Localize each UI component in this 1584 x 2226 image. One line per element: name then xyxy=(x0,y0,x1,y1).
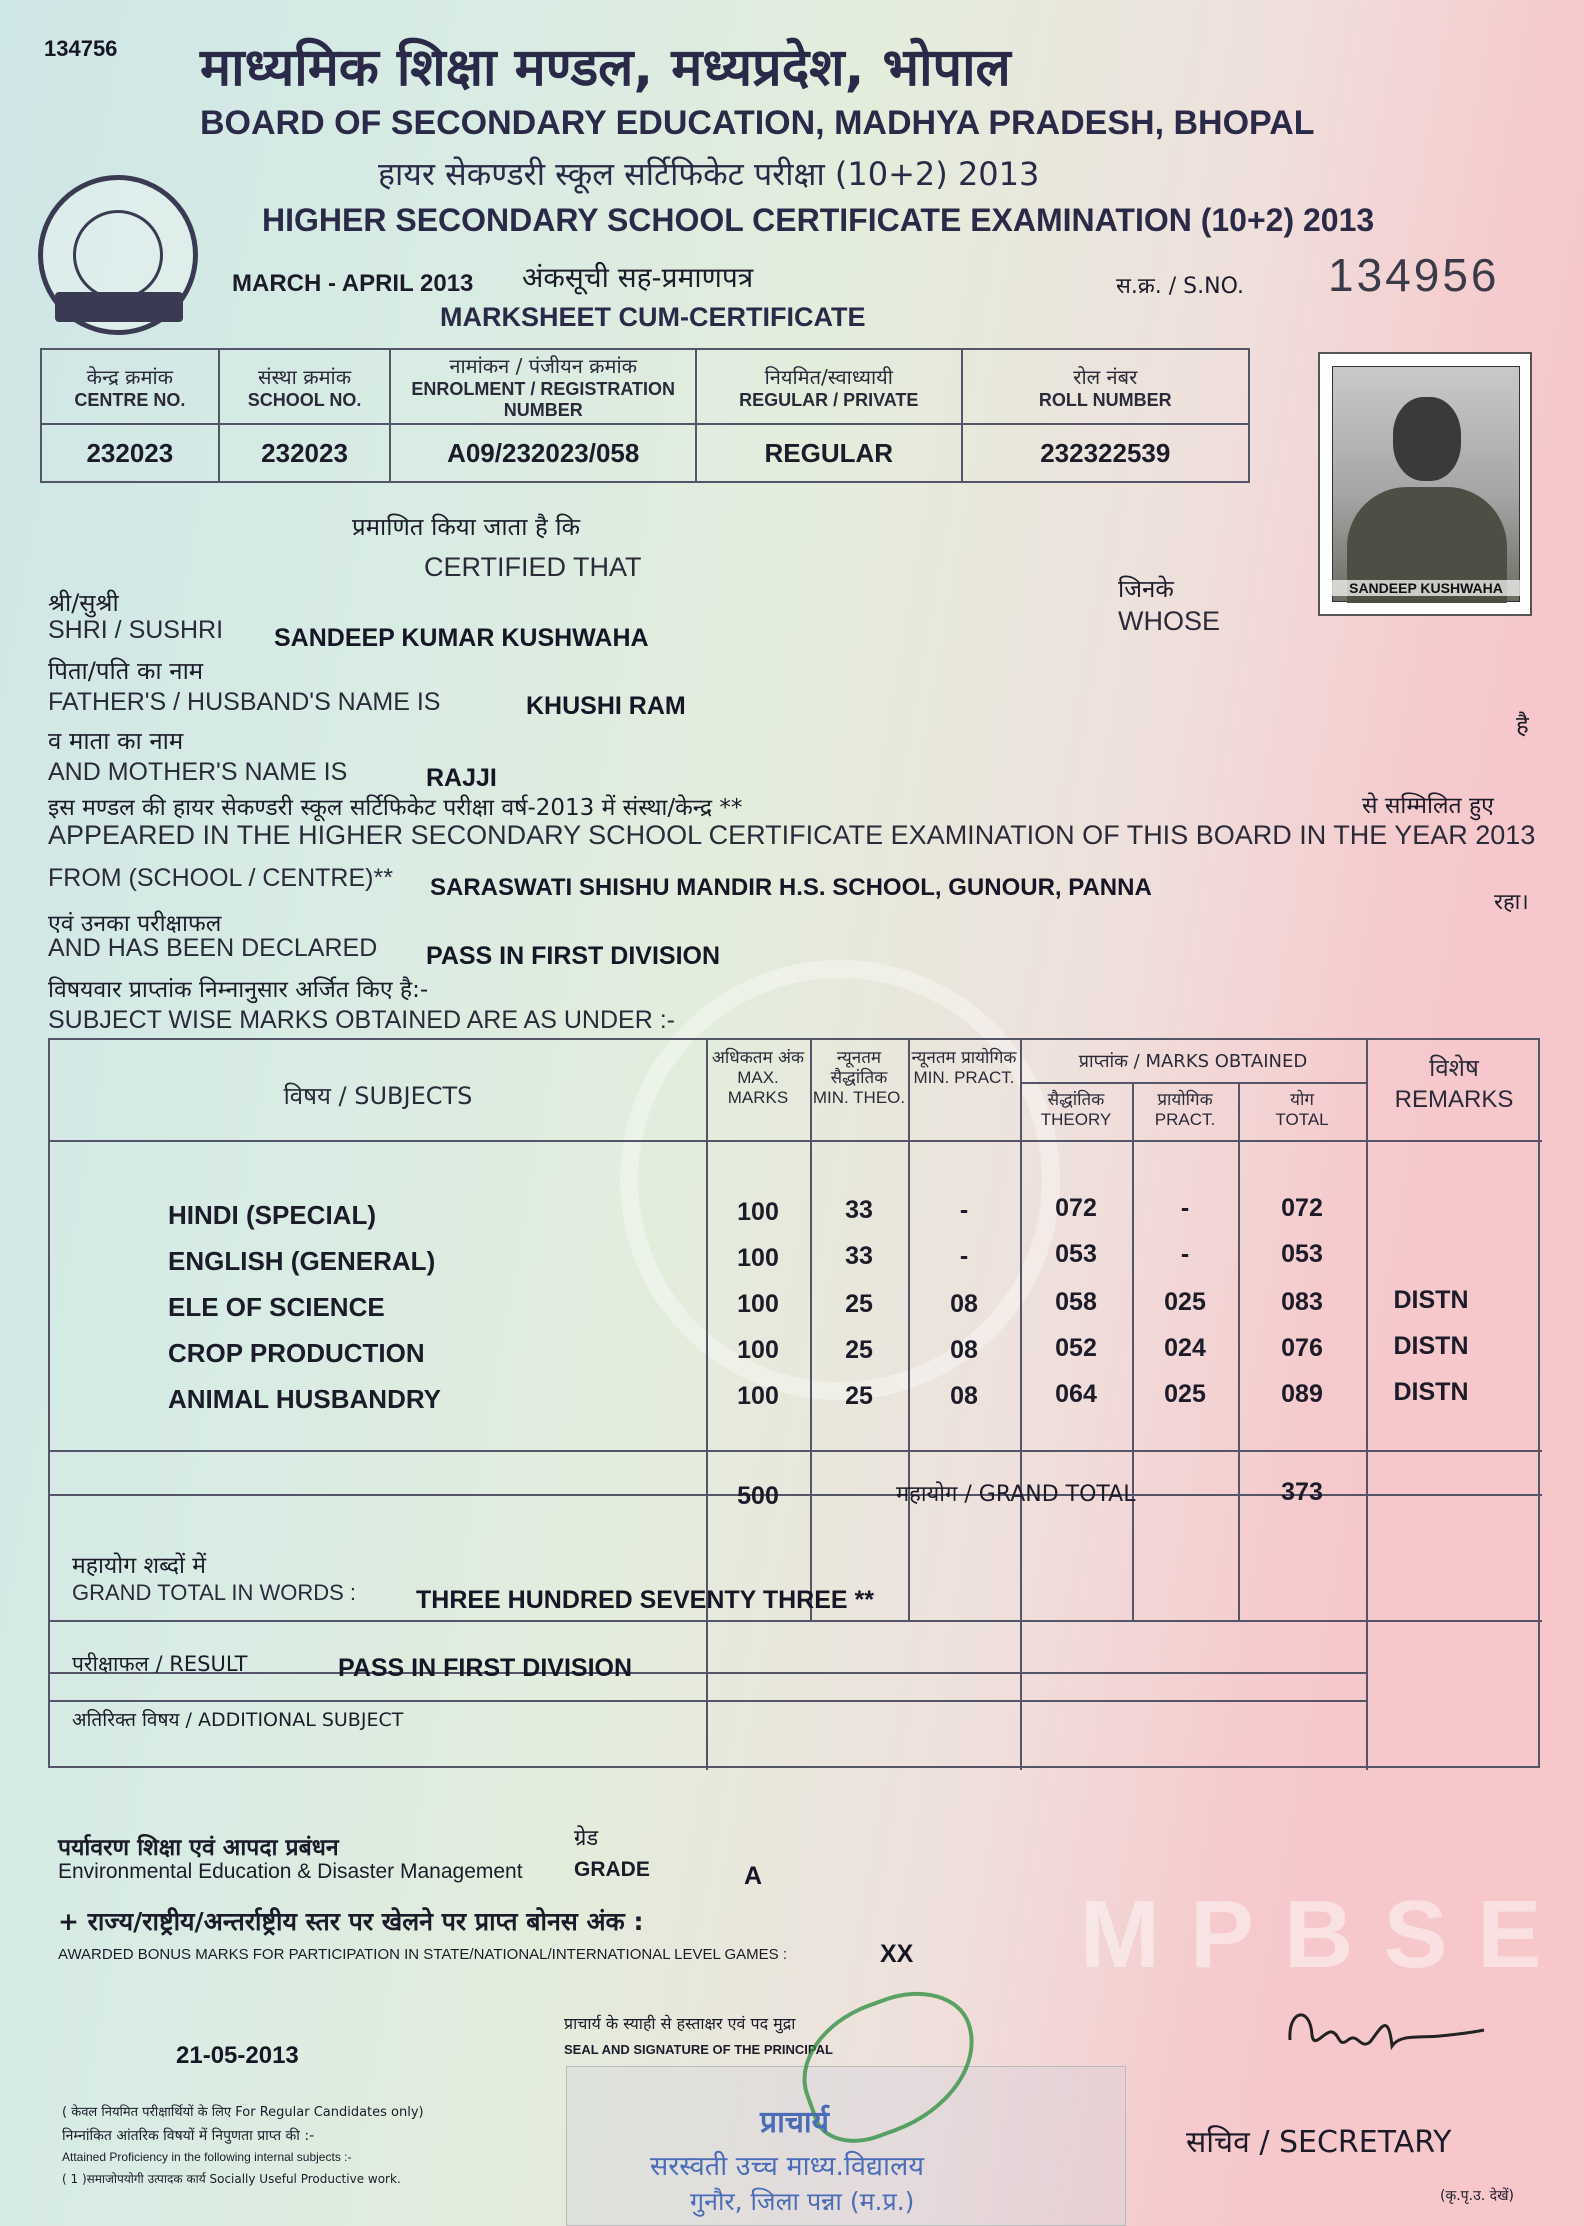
regular-private-header: नियमित/स्वाध्यायी REGULAR / PRIVATE xyxy=(696,349,962,424)
practical-marks: 024 xyxy=(1164,1334,1206,1362)
serial-label: स.क्र. / S.NO. xyxy=(1116,274,1244,299)
min-theory-header: न्यूनतम सैद्धांतिक MIN. THEO. xyxy=(812,1048,906,1107)
subject-name: ELE OF SCIENCE xyxy=(168,1292,385,1322)
min-practical: - xyxy=(959,1242,969,1270)
theory-marks: 072 xyxy=(1055,1194,1097,1222)
practical-header: प्रायोगिक PRACT. xyxy=(1154,1090,1216,1129)
min-theory: 33 xyxy=(845,1242,873,1270)
from-school-label: FROM (SCHOOL / CENTRE)** xyxy=(48,864,393,892)
roll-number-header: रोल नंबर ROLL NUMBER xyxy=(962,349,1249,424)
appeared-hindi-right: से सम्मिलित हुए xyxy=(1362,793,1494,819)
student-photo xyxy=(1318,352,1532,616)
total-marks: 083 xyxy=(1281,1288,1323,1316)
min-theory: 33 xyxy=(845,1196,873,1224)
shri-english: SHRI / SUSHRI xyxy=(48,616,224,644)
bonus-english: AWARDED BONUS MARKS FOR PARTICIPATION IN STATE/NATIONAL/INTERNATIONAL LEVEL GAMES : xyxy=(58,1946,787,1963)
max-marks: 100 xyxy=(737,1290,779,1318)
marks-obtained-header: प्राप्तांक / MARKS OBTAINED xyxy=(1078,1051,1308,1072)
total-marks: 076 xyxy=(1281,1334,1323,1362)
doc-id: 134756 xyxy=(44,36,118,61)
subjects-header: विषय / SUBJECTS xyxy=(283,1082,473,1110)
enrolment-value: A09/232023/058 xyxy=(390,424,696,482)
result-value: PASS IN FIRST DIVISION xyxy=(338,1654,633,1682)
max-marks: 100 xyxy=(737,1336,779,1364)
grand-total-label: महायोग / GRAND TOTAL xyxy=(896,1482,1136,1507)
env-hindi: पर्यावरण शिक्षा एवं आपदा प्रबंधन xyxy=(58,1835,339,1861)
secretary-label: सचिव / SECRETARY xyxy=(1186,2125,1452,2160)
watermark-text: MPBSE xyxy=(1080,1881,1572,1988)
subject-name: ANIMAL HUSBANDRY xyxy=(168,1384,441,1414)
issue-date: 21-05-2013 xyxy=(176,2042,299,2069)
declared-label: AND HAS BEEN DECLARED xyxy=(48,934,378,962)
school-name: SARASWATI SHISHU MANDIR H.S. SCHOOL, GUNOUR, PANNA xyxy=(430,874,1152,901)
remark: DISTN xyxy=(1393,1378,1469,1406)
appeared-english: APPEARED IN THE HIGHER SECONDARY SCHOOL CERTIFICATE EXAMINATION OF THIS BOARD IN THE YEAR 2013 xyxy=(48,820,1536,850)
min-theory: 25 xyxy=(845,1336,873,1364)
mother-hindi: व माता का नाम xyxy=(48,727,184,755)
whose-hindi: जिनके xyxy=(1118,575,1174,603)
photo-caption: SANDEEP KUSHWAHA xyxy=(1332,580,1520,596)
theory-marks: 053 xyxy=(1055,1240,1097,1268)
subject-name: CROP PRODUCTION xyxy=(168,1338,425,1368)
bonus-value: XX xyxy=(880,1940,914,1968)
min-theory: 25 xyxy=(845,1382,873,1410)
appeared-hindi: इस मण्डल की हायर सेकण्डरी स्कूल सर्टिफिकेट परीक्षा वर्ष-2013 में संस्था/केन्द्र ** xyxy=(48,795,743,821)
note-line3: Attained Proficiency in the following internal subjects :- xyxy=(62,2150,352,2164)
min-theory: 25 xyxy=(845,1290,873,1318)
additional-subject-label: अतिरिक्त विषय / ADDITIONAL SUBJECT xyxy=(72,1709,404,1731)
total-marks: 053 xyxy=(1281,1240,1323,1268)
subject-name: HINDI (SPECIAL) xyxy=(168,1200,376,1230)
practical-marks: 025 xyxy=(1164,1380,1206,1408)
pto-note: (कृ.पृ.उ. देखें) xyxy=(1440,2188,1514,2204)
school-no-header: संस्था क्रमांक SCHOOL NO. xyxy=(219,349,391,424)
max-marks: 100 xyxy=(737,1198,779,1226)
subjectwise-hindi: विषयवार प्राप्तांक निम्नानुसार अर्जित किए है:- xyxy=(48,977,429,1003)
max-marks: 100 xyxy=(737,1244,779,1272)
theory-marks: 058 xyxy=(1055,1288,1097,1316)
board-title-english: BOARD OF SECONDARY EDUCATION, MADHYA PRADESH, BHOPAL xyxy=(200,104,1315,142)
regular-value: REGULAR xyxy=(696,424,962,482)
grade-english: GRADE xyxy=(574,1858,650,1881)
result-hindi: एवं उनका परीक्षाफल xyxy=(48,911,222,937)
principal-english: SEAL AND SIGNATURE OF THE PRINCIPAL xyxy=(564,2042,833,2057)
grade-value: A xyxy=(744,1862,763,1890)
min-practical: 08 xyxy=(950,1336,978,1364)
bonus-hindi: + राज्य/राष्ट्रीय/अन्तर्राष्ट्रीय स्तर पर खेलने पर प्राप्त बोनस अंक : xyxy=(58,1907,644,1936)
max-marks-total: 500 xyxy=(737,1482,779,1510)
father-hindi: पिता/पति का नाम xyxy=(48,657,204,685)
marksheet-title-hindi: अंकसूची सह-प्रमाणपत्र xyxy=(522,261,754,294)
max-marks: 100 xyxy=(737,1382,779,1410)
remarks-header: विशेष REMARKS xyxy=(1394,1054,1514,1113)
mother-english: AND MOTHER'S NAME IS xyxy=(48,758,348,786)
theory-marks: 052 xyxy=(1055,1334,1097,1362)
whose-english: WHOSE xyxy=(1118,606,1221,636)
roll-number-value: 232322539 xyxy=(962,424,1249,482)
min-practical: 08 xyxy=(950,1382,978,1410)
raha-hindi: रहा। xyxy=(1494,890,1529,915)
marks-table xyxy=(48,1038,1540,1768)
min-practical-header: न्यूनतम प्रायोगिक MIN. PRACT. xyxy=(911,1048,1017,1087)
practical-marks: - xyxy=(1180,1240,1190,1268)
principal-hindi: प्राचार्य के स्याही से हस्ताक्षर एवं पद मुद्रा xyxy=(564,2014,796,2033)
father-name: KHUSHI RAM xyxy=(526,692,686,720)
school-no-value: 232023 xyxy=(219,424,391,482)
words-hindi: महायोग शब्दों में xyxy=(72,1553,207,1579)
secretary-signature xyxy=(1270,1990,1500,2070)
theory-header: सैद्धांतिक THEORY xyxy=(1040,1090,1112,1129)
practical-marks: - xyxy=(1180,1194,1190,1222)
exam-title-hindi: हायर सेकण्डरी स्कूल सर्टिफिकेट परीक्षा (10+2) 2013 xyxy=(378,155,1040,193)
stamp-line2: सरस्वती उच्च माध्य.विद्यालय xyxy=(650,2151,924,2182)
hai-hindi: है xyxy=(1516,711,1529,739)
max-marks-header: अधिकतम अंक MAX. MARKS xyxy=(711,1048,805,1107)
total-marks: 089 xyxy=(1281,1380,1323,1408)
min-practical: 08 xyxy=(950,1290,978,1318)
declared-value: PASS IN FIRST DIVISION xyxy=(426,942,721,970)
note-line1: ( केवल नियमित परीक्षार्थियों के लिए For Regular Candidates only) xyxy=(62,2105,424,2120)
certified-english: CERTIFIED THAT xyxy=(424,552,642,582)
result-label: परीक्षाफल / RESULT xyxy=(72,1652,248,1676)
enrolment-header: नामांकन / पंजीयन क्रमांक ENROLMENT / REGISTRATION NUMBER xyxy=(390,349,696,424)
shri-hindi: श्री/सुश्री xyxy=(48,589,119,617)
theory-marks: 064 xyxy=(1055,1380,1097,1408)
note-line4: ( 1 )समाजोपयोगी उत्पादक कार्य Socially Useful Productive work. xyxy=(62,2172,401,2186)
words-value: THREE HUNDRED SEVENTY THREE ** xyxy=(416,1586,874,1614)
serial-number: 134956 xyxy=(1328,249,1500,301)
total-header: योग TOTAL xyxy=(1275,1090,1329,1129)
mother-name: RAJJI xyxy=(426,764,497,792)
subjectwise-english: SUBJECT WISE MARKS OBTAINED ARE AS UNDER :- xyxy=(48,1006,675,1034)
practical-marks: 025 xyxy=(1164,1288,1206,1316)
remark: DISTN xyxy=(1393,1286,1469,1314)
marksheet-title-english: MARKSHEET CUM-CERTIFICATE xyxy=(440,302,866,332)
board-logo xyxy=(38,175,198,335)
centre-no-header: केन्द्र क्रमांक CENTRE NO. xyxy=(41,349,219,424)
stamp-line3: गुनौर, जिला पन्ना (म.प्र.) xyxy=(690,2187,915,2216)
grand-total-value: 373 xyxy=(1281,1478,1323,1506)
env-english: Environmental Education & Disaster Management xyxy=(58,1860,523,1883)
stamp-line1: प्राचार्य xyxy=(760,2105,830,2140)
certified-hindi: प्रमाणित किया जाता है कि xyxy=(352,513,581,541)
note-line2: निम्नांकित आंतरिक विषयों में निपुणता प्राप्त की :- xyxy=(62,2128,315,2144)
student-name: SANDEEP KUMAR KUSHWAHA xyxy=(274,624,649,652)
board-title-hindi: माध्यमिक शिक्षा मण्डल, मध्यप्रदेश, भोपाल xyxy=(200,38,1011,98)
exam-session: MARCH - APRIL 2013 xyxy=(232,270,474,297)
remark: DISTN xyxy=(1393,1332,1469,1360)
candidate-info-table xyxy=(40,348,1250,483)
subject-name: ENGLISH (GENERAL) xyxy=(168,1246,436,1276)
min-practical: - xyxy=(959,1196,969,1224)
exam-title-english: HIGHER SECONDARY SCHOOL CERTIFICATE EXAMINATION (10+2) 2013 xyxy=(262,202,1375,238)
grade-hindi: ग्रेड xyxy=(574,1826,599,1851)
centre-no-value: 232023 xyxy=(41,424,219,482)
total-marks: 072 xyxy=(1281,1194,1323,1222)
words-english: GRAND TOTAL IN WORDS : xyxy=(72,1580,356,1605)
father-english: FATHER'S / HUSBAND'S NAME IS xyxy=(48,688,441,716)
